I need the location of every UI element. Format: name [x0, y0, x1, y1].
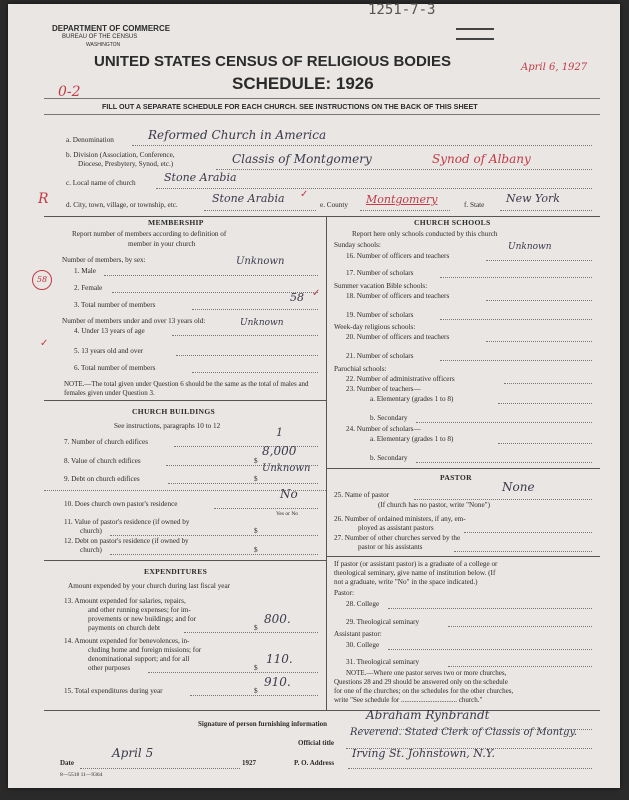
po-address-label: P. O. Address [294, 759, 335, 767]
q14-value: 110. [266, 652, 293, 666]
official-title-label: Official title [298, 739, 334, 747]
received-date: April 6, 1927 [521, 62, 588, 73]
schedule-title: SCHEDULE: 1926 [232, 74, 374, 93]
q24-label: 24. Number of scholars— [346, 425, 421, 433]
q21-label: 21. Number of scholars [346, 352, 414, 360]
official-title-value: Reverend. Stated Clerk of Classis of Montgy. [350, 727, 578, 738]
city-label: d. City, town, village, or township, etc. [66, 201, 178, 209]
q19-label: 19. Number of scholars [346, 311, 414, 319]
pastor-title: PASTOR [440, 473, 472, 482]
q23-label: 23. Number of teachers— [346, 385, 421, 393]
q12-label: 12. Debt on pastor's residence (if owned by [64, 537, 189, 545]
q17-label: 17. Number of scholars [346, 269, 414, 277]
date-label: Date [60, 759, 74, 767]
q13-value: 800. [264, 612, 291, 626]
q8-value: 8,000 [262, 444, 297, 458]
file-mark: 0-2 [58, 84, 81, 100]
q5-label: 5. 13 years old and over [74, 347, 144, 355]
census-schedule-page: 1251-7-3 DEPARTMENT OF COMMERCE BUREAU OF THE CENSUS WASHINGTON UNITED STATES CENSUS OF RELIGIOUS BODIES April 6, 1927 SCHEDULE: 1926 0-2 FILL OUT A SEPARATE SCHEDULE FOR EACH CHURCH. SEE INSTRUCTIONS ON THE BACK OF THIS SHEET a. Denomination Reformed Church in America b. Division (Association, Conference, Diocese, Presbytery, Synod, etc.) Classis of Montgomery Synod of Albany c. Local name of church Stone Arabia R d. City, town, village, or township, etc. Stone Arabia ✓ e. County Montgomery f. State New York MEMBERSHIP Report number of members according to definition of member in your church Number of members, by sex: 1. Male Unknown 58 2. Female 3. Total number of members 58 ✓ Number of members under and over 13 years old: 4. Under 13 years of age Unknown ✓ 5. 13 years old and over 6. Total number of members NOTE.—The total given under Question 6 should be the same as the total of males and females given under Question 3. CHURCH BUILDINGS See instructions, paragraphs 10 to 12 7. Number of church edifices 1 8. Value of church edifices $ 8,000 9. Debt on church edifices $ Unknown 10. Does church own pastor's residence No Yes or No 11. Value of pastor's residence (if owned by church) $ 12. Debt on pastor's residence (if owned by church) $ EXPENDITURES Amount expended by your church during last fiscal year 13. Amount expended for salaries, repairs, and other running expenses; for im- provements or new buildings; and for payments on church debt $ 800. 14. Amount expended for benevolences, in- cluding home and foreign missions; for denominational support; and for all other purposes $ 110. 15. Total expenditures during year $ 910. CHURCH SCHOOLS Report here only schools conducted by this church Sunday schools: 16. Number of officers and teachers Unknown 17. Number of scholars Summer vacation Bible schools: 18. Number of officers and teachers 19. Number of scholars Week-day religious schools: 20. Number of officers and teachers 21. Number of scholars Parochial schools: 22. Number of administrative officers 23. Number of teachers— a. Elementary (grades 1 to 8) b. Secondary 24. Number of scholars— a. Elementary (grades 1 to 8) b. Secondary PASTOR 25. Name of pastor None (If church has no pastor, write "None") 26. Number of ordained ministers, if any, em- ployed as assistant pastors 27. Number of other churches served by the pastor or his assistants If pastor (or assistant pastor) is a graduate of a college or theological seminary, give name of institution below. (If not a graduate, write "No" in the space indicated.) Pastor: 28. College 29. Theological seminary Assistant pastor: 30. College 31. Theological seminary NOTE.—Where one pastor serves two or more churches, Questions 28 and 29 should be answered only on the schedule for one of the churches; on the schedules for the other churches, write "See schedule for ................................ church." Signature of person furnishing information Abraham Rynbrandt Official title Reverend. Stated Clerk of Classis of Montgy. Date April 5 1927 P. O. Address Irving St. Johnstown, N.Y. 8—5518 11—9364 [8, 4, 620, 788]
q29-label: 29. Theological seminary [346, 618, 420, 626]
q3-value: 58 [290, 291, 304, 304]
denomination-value: Reformed Church in America [148, 128, 327, 142]
division-value: Classis of Montgomery [232, 152, 372, 166]
signature-label: Signature of person furnishing information [198, 720, 327, 728]
local-name-label: c. Local name of church [66, 179, 136, 187]
q28-label: 28. College [346, 600, 380, 608]
q6-label: 6. Total number of members [74, 364, 156, 372]
q3-label: 3. Total number of members [74, 301, 156, 309]
q15-label: 15. Total expenditures during year [64, 687, 163, 695]
struck-mark [456, 28, 494, 40]
division-label-1: b. Division (Association, Conference, [66, 151, 175, 159]
q23a-label: a. Elementary (grades 1 to 8) [370, 395, 454, 403]
q24a-label: a. Elementary (grades 1 to 8) [370, 435, 454, 443]
q7-value: 1 [276, 426, 283, 439]
membership-title: MEMBERSHIP [148, 218, 204, 227]
washington-line: WASHINGTON [86, 42, 121, 48]
county-value: Montgomery [366, 193, 438, 206]
q1-label: 1. Male [74, 267, 96, 275]
q27-label: 27. Number of other churches served by the [334, 534, 461, 542]
q13-label: 13. Amount expended for salaries, repairs, [64, 597, 186, 605]
buildings-title: CHURCH BUILDINGS [132, 407, 216, 416]
q16-value: Unknown [508, 242, 552, 252]
division-synod: Synod of Albany [432, 152, 531, 166]
q4-value: Unknown [240, 318, 284, 328]
state-label: f. State [464, 201, 485, 209]
division-label-2: Diocese, Presbytery, Synod, etc.) [78, 160, 174, 168]
date-value: April 5 [112, 746, 154, 760]
county-label: e. County [320, 201, 348, 209]
q9-label: 9. Debt on church edifices [64, 475, 140, 483]
city-value: Stone Arabia [212, 192, 285, 205]
q24b-label: b. Secondary [370, 454, 408, 462]
q31-label: 31. Theological seminary [346, 658, 420, 666]
state-value: New York [506, 192, 560, 205]
q16-label: 16. Number of officers and teachers [346, 252, 450, 260]
schools-title: CHURCH SCHOOLS [414, 218, 491, 227]
q30-label: 30. College [346, 641, 380, 649]
q10-label: 10. Does church own pastor's residence [64, 500, 178, 508]
q1-value: Unknown [236, 256, 285, 267]
signature-value: Abraham Rynbrandt [366, 708, 490, 722]
q25-label: 25. Name of pastor [334, 491, 390, 499]
q23b-label: b. Secondary [370, 414, 408, 422]
q4-label: 4. Under 13 years of age [74, 327, 145, 335]
circled-total: 58 [32, 270, 52, 290]
local-name-value: Stone Arabia [164, 171, 237, 184]
q18-label: 18. Number of officers and teachers [346, 292, 450, 300]
year-value: 1927 [242, 759, 256, 767]
q25-value: None [502, 480, 535, 494]
q8-label: 8. Value of church edifices [64, 457, 141, 465]
form-title: UNITED STATES CENSUS OF RELIGIOUS BODIES [94, 53, 451, 70]
q22-label: 22. Number of administrative officers [346, 375, 455, 383]
stamp-number: 1251-7-3 [368, 2, 436, 18]
q14-label: 14. Amount expended for benevolences, in- [64, 637, 190, 645]
expenditures-title: EXPENDITURES [144, 567, 208, 576]
q9-value: Unknown [262, 463, 311, 474]
instruction-line: FILL OUT A SEPARATE SCHEDULE FOR EACH CHURCH. SEE INSTRUCTIONS ON THE BACK OF THIS SHEET [102, 102, 478, 111]
q15-value: 910. [264, 675, 291, 689]
department-line: DEPARTMENT OF COMMERCE [52, 24, 171, 33]
q26-label: 26. Number of ordained ministers, if any, em- [334, 515, 466, 523]
column-divider [326, 216, 327, 710]
q7-label: 7. Number of church edifices [64, 438, 149, 446]
q2-label: 2. Female [74, 284, 103, 292]
print-code: 8—5518 11—9364 [60, 772, 103, 778]
po-address-value: Irving St. Johnstown, N.Y. [352, 747, 496, 760]
q11-label: 11. Value of pastor's residence (if owned by [64, 518, 190, 526]
q20-label: 20. Number of officers and teachers [346, 333, 450, 341]
denomination-label: a. Denomination [66, 136, 114, 144]
bureau-line: BUREAU OF THE CENSUS [62, 34, 138, 40]
r-mark: R [38, 191, 49, 207]
q10-value: No [280, 487, 298, 501]
